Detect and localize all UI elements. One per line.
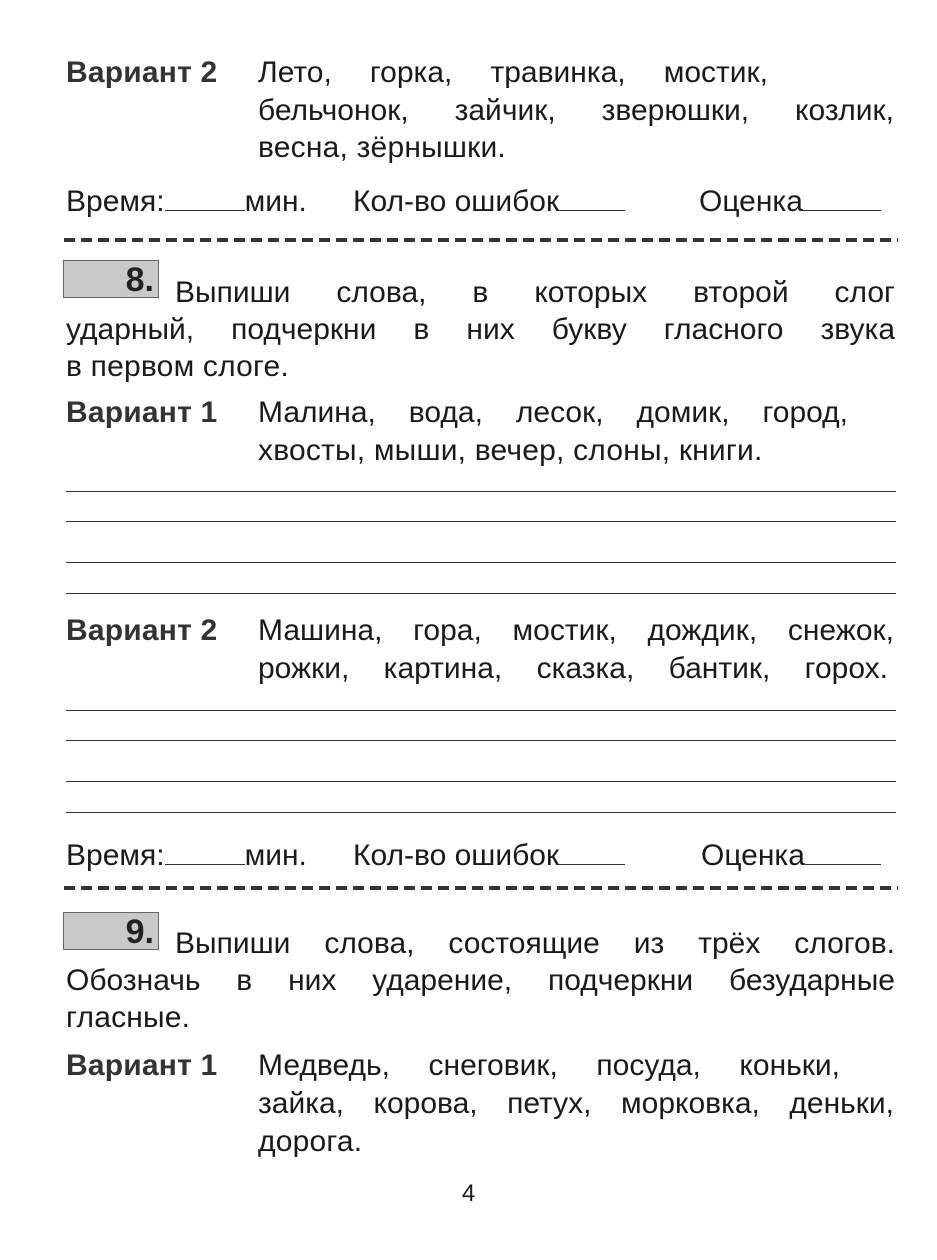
answer-line[interactable] <box>66 781 896 782</box>
grade-label: Оценка <box>701 839 805 872</box>
time-label: Время: <box>66 839 165 872</box>
errors-row <box>353 838 625 874</box>
grade-row <box>701 838 881 874</box>
results-row <box>66 838 307 874</box>
answer-line[interactable] <box>66 812 896 813</box>
answer-line[interactable] <box>66 491 896 492</box>
minutes-label: мин. <box>244 839 307 872</box>
instruction-line: в первом слоге. <box>66 350 289 383</box>
errors-blank[interactable] <box>559 188 625 211</box>
word-list-line: Лето, горка, травинка, мостик, <box>258 56 768 89</box>
dashed-divider <box>64 238 898 242</box>
answer-line[interactable] <box>66 521 896 522</box>
time-label: Время: <box>66 185 165 218</box>
errors-row <box>353 184 625 220</box>
time-blank[interactable] <box>165 842 245 865</box>
word-list-line: хвосты, мыши, вечер, слоны, книги. <box>258 434 763 467</box>
task-number: 8. <box>125 261 154 299</box>
grade-blank[interactable] <box>805 842 881 865</box>
task-number-badge <box>63 260 159 298</box>
answer-line[interactable] <box>66 710 896 711</box>
word-list-line: Машина, гора, мостик, дождик, снежок, <box>258 614 894 647</box>
errors-label: Кол-во ошибок <box>353 185 560 218</box>
instruction-line: Выпиши слова, состоящие из трёх слогов. <box>175 927 895 960</box>
grade-label: Оценка <box>699 185 803 218</box>
variant-label: Вариант 2 <box>66 56 218 89</box>
answer-line[interactable] <box>66 593 896 594</box>
instruction-line: Обозначь в них ударение, подчеркни безударные <box>66 964 895 997</box>
variant-label: Вариант 1 <box>66 1049 218 1082</box>
grade-blank[interactable] <box>803 188 881 211</box>
instruction-line: Выпиши слова, в которых второй слог <box>175 276 895 309</box>
word-list-line: дорога. <box>258 1125 363 1158</box>
word-list-line: весна, зёрнышки. <box>258 131 506 164</box>
word-list-line: Малина, вода, лесок, домик, город, <box>258 396 848 429</box>
variant-label: Вариант 2 <box>66 614 218 647</box>
dashed-divider <box>64 886 898 890</box>
page-number: 4 <box>461 1180 476 1207</box>
instruction-line: гласные. <box>66 1001 191 1034</box>
answer-line[interactable] <box>66 740 896 741</box>
instruction-line: ударный, подчеркни в них букву гласного звука <box>66 313 895 346</box>
task-number: 9. <box>125 913 154 951</box>
answer-line[interactable] <box>66 562 896 563</box>
variant-label: Вариант 1 <box>66 396 218 429</box>
word-list-line: рожки, картина, сказка, бантик, горох. <box>258 652 888 685</box>
word-list-line: бельчонок, зайчик, зверюшки, козлик, <box>258 94 894 127</box>
grade-row <box>699 184 881 220</box>
word-list-line: Медведь, снеговик, посуда, коньки, <box>258 1049 840 1082</box>
time-blank[interactable] <box>165 188 245 211</box>
minutes-label: мин. <box>244 185 307 218</box>
errors-blank[interactable] <box>559 842 625 865</box>
task-number-badge <box>63 912 159 950</box>
errors-label: Кол-во ошибок <box>353 839 560 872</box>
results-row <box>66 184 307 220</box>
word-list-line: зайка, корова, петух, морковка, деньки, <box>258 1087 894 1120</box>
